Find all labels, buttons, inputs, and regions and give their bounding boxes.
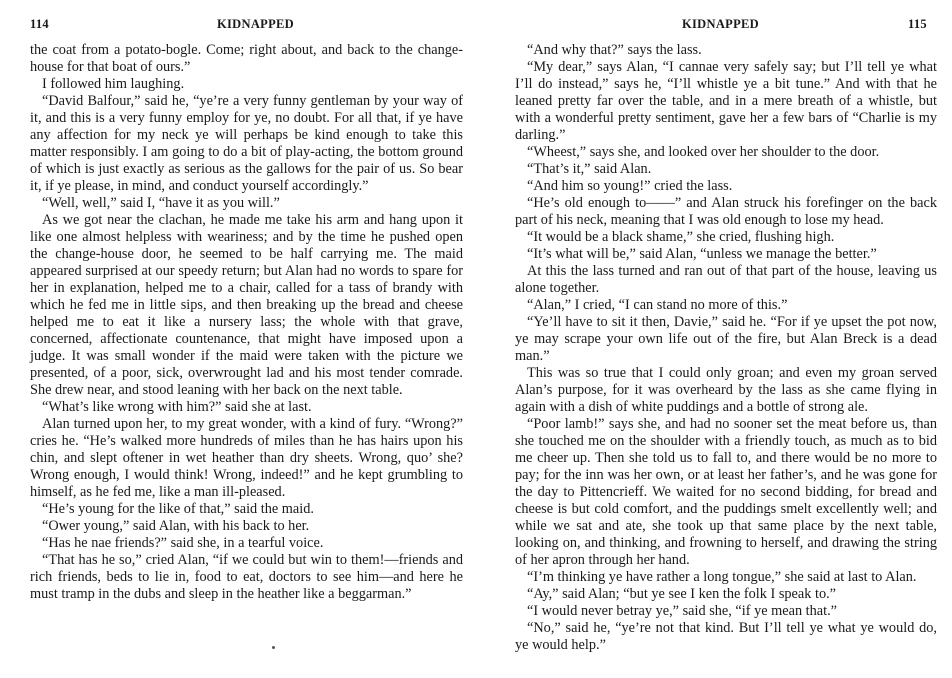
paragraph: “Ay,” said Alan; “but ye see I ken the folk I speak to.”: [527, 586, 837, 602]
paragraph: “What’s like wrong with him?” said she at last.: [42, 399, 312, 415]
paragraph: I followed him laughing.: [42, 76, 185, 92]
paragraph: “It’s what will be,” said Alan, “unless we manage the better.”: [527, 246, 877, 262]
page-number-left: 114: [30, 17, 49, 31]
paragraph: the coat from a potato-bogle. Come; right about, and back to the change-house for that boat of ours.”: [30, 42, 463, 75]
paragraph: As we got near the clachan, he made me take his arm and hang upon it like one almost helpless with weariness; and by the time he pushed open the change-house door, he seemed to be half carrying me. The maid appeared surprised at our speedy return; but Alan had no words to spare for her in explanation, helped me to a chair, called for a tass of brandy with which he fed me in little sips, and then breaking up the bread and cheese helped me to eat it like a nursery lass; the whole with that grave, concerned, affectionate countenance, that might have imposed upon a judge. It was small wonder if the maid were taken with the picture we presented, of a poor, sick, overwrought lad and his most tender comrade. She drew near, and stood leaning with her back on the next table.: [30, 212, 463, 398]
paragraph: “Well, well,” said I, “have it as you will.”: [42, 195, 280, 211]
paragraph: “David Balfour,” said he, “ye’re a very funny gentleman by your way of it, and this is a very funny employ for ye, no doubt. For all that, if ye have any affection for my neck ye will perhaps be kind enough to take this matter responsibly. I am going to do a bit of play-acting, the bottom ground of which is just exactly as serious as the gallows for the pair of us. So bear it, if ye please, in mind, and conduct yourself accordingly.”: [30, 93, 463, 194]
paragraph: “And him so young!” cried the lass.: [527, 178, 733, 194]
paragraph: This was so true that I could only groan; and even my groan served Alan’s purpose, for it was overheard by the lass as she came flying in again with a dish of white puddings and a bottle of strong ale.: [515, 365, 937, 415]
paragraph: “Has he nae friends?” said she, in a tearful voice.: [42, 535, 324, 551]
paragraph: “I would never betray ye,” said she, “if ye mean that.”: [527, 603, 838, 619]
paragraph: “Alan,” I cried, “I can stand no more of this.”: [527, 297, 788, 313]
ink-speck: [272, 646, 275, 649]
paragraph: “That has he so,” cried Alan, “if we could but win to them!—friends and rich friends, beds to lie in, food to eat, doctors to see him—and here he must tramp in the dubs and sleep in the heather like a beggarman.”: [30, 552, 463, 602]
running-head-right: KIDNAPPED: [682, 17, 760, 31]
paragraph: “It would be a black shame,” she cried, flushing high.: [527, 229, 835, 245]
paragraph: “Wheest,” says she, and looked over her shoulder to the door.: [527, 144, 880, 160]
paragraph: “My dear,” says Alan, “I cannae very safely say; but I’ll tell ye what I’ll do instead,” says he, “I’ll whistle ye a bit tune.” And with that he leaned pretty far over the table, and in a mere breath of a whistle, but with a wonderful pretty sentiment, gave her a few bars of “Charlie is my darling.”: [515, 59, 937, 143]
page-number-right: 115: [908, 17, 927, 31]
paragraph: “Poor lamb!” says she, and had no sooner set the meat before us, than she touched me on the shoulder with a friendly touch, as much as to bid me cheer up. Then she told us to fall to, and there would be no more to pay; for the inn was her own, or at least her father’s, and he was gone for the day to Pittencrieff. We waited for no second bidding, for bread and cheese is but cold comfort, and the puddings smelt excellently well; and while we sat and ate, she took up that same place by the next table, looking on, and thinking, and frowning to herself, and drawing the string of her apron through her hand.: [515, 416, 937, 568]
paragraph: “That’s it,” said Alan.: [527, 161, 652, 177]
paragraph: “And why that?” says the lass.: [527, 42, 702, 58]
left-page-text: [30, 42, 463, 603]
paragraph: “Ye’ll have to sit it then, Davie,” said he. “For if ye upset the pot now, ye may scrape your own life out of the fire, but Alan Breck is a dead man.”: [515, 314, 937, 364]
right-page-text: [515, 42, 937, 654]
paragraph: Alan turned upon her, to my great wonder, with a kind of fury. “Wrong?” cries he. “He’s walked more hundreds of miles than he has hairs upon his chin, and slept oftener in wet heather than dry sheets. Wrong, quo’ she? Wrong enough, I would think! Wrong, indeed!” and he kept grumbling to himself, as he fed me, like a man ill-pleased.: [30, 416, 463, 500]
paragraph: At this the lass turned and ran out of that part of the house, leaving us alone together.: [515, 263, 937, 296]
paragraph: “No,” said he, “ye’re not that kind. But I’ll tell ye what ye would do, ye would help.”: [515, 620, 937, 653]
running-head-left: KIDNAPPED: [217, 17, 295, 31]
paragraph: “He’s young for the like of that,” said the maid.: [42, 501, 314, 517]
paragraph: “I’m thinking ye have rather a long tongue,” she said at last to Alan.: [527, 569, 917, 585]
paragraph: “He’s old enough to——” and Alan struck his forefinger on the back part of his neck, meaning that I was old enough to lose my head.: [515, 195, 937, 228]
paragraph: “Ower young,” said Alan, with his back to her.: [42, 518, 310, 534]
